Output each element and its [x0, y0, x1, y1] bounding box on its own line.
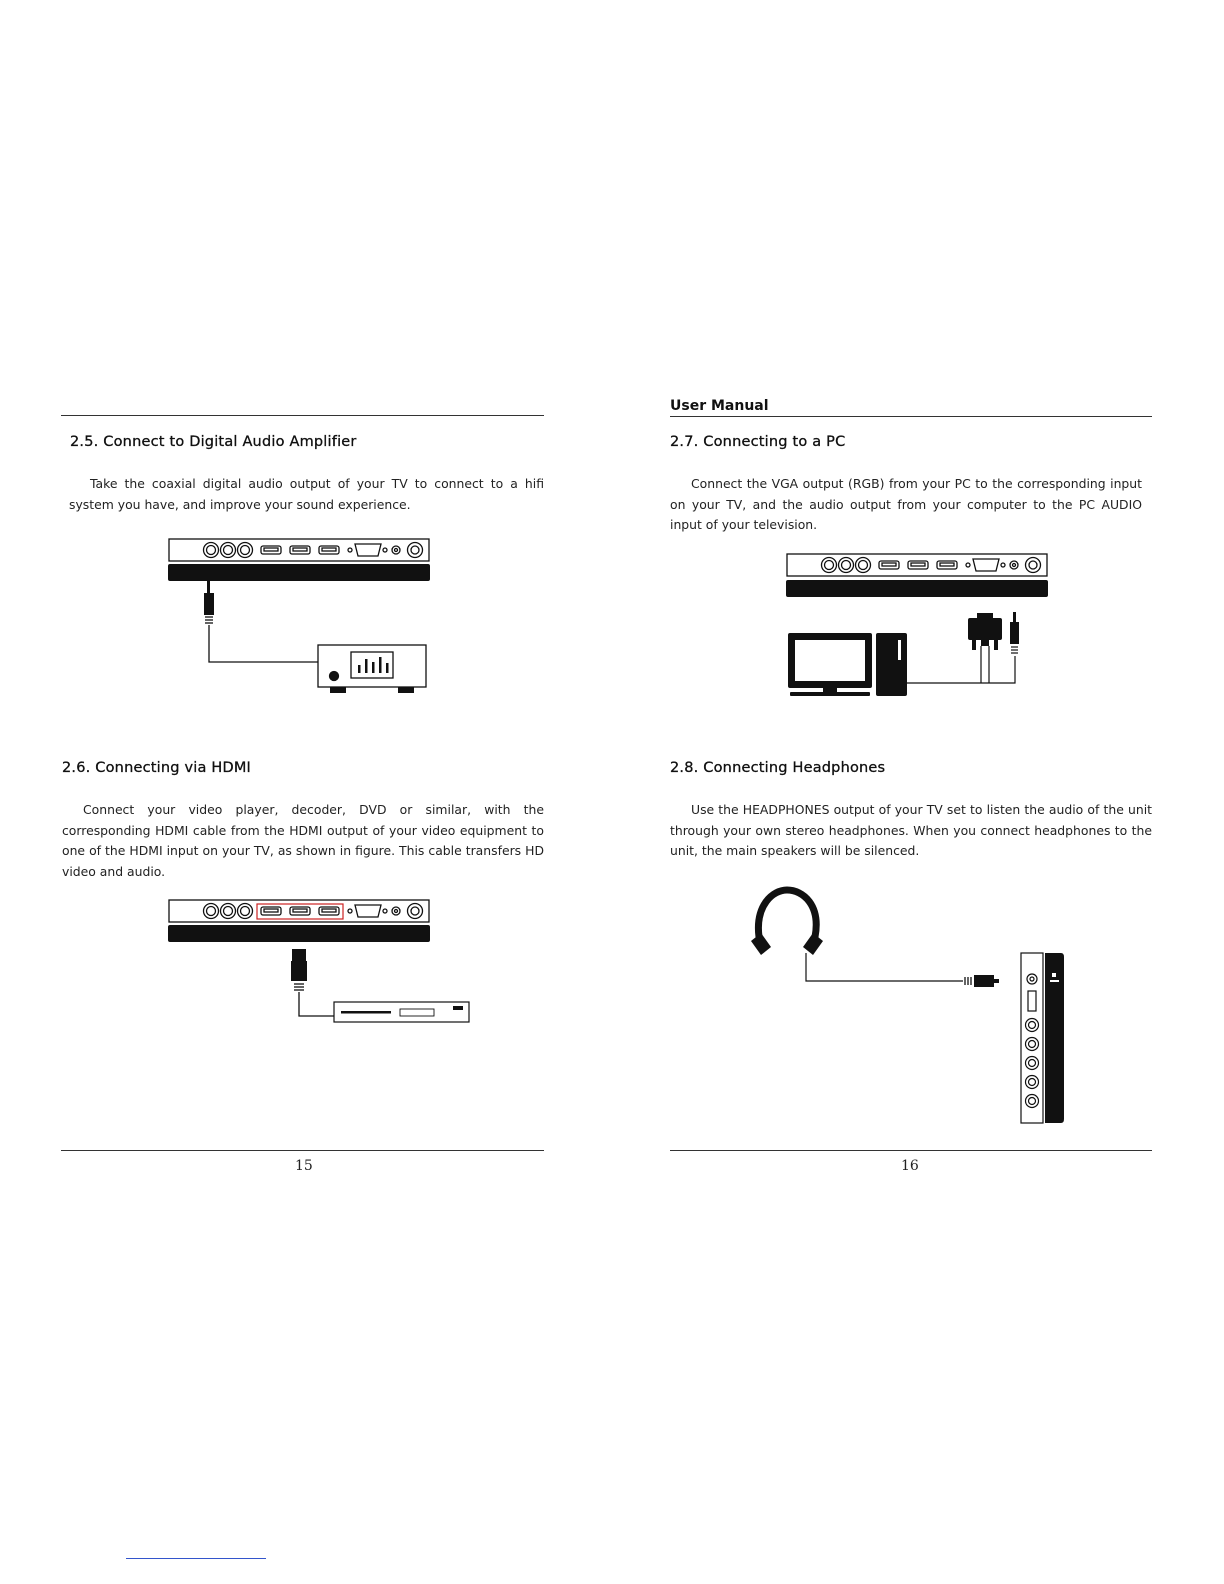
section-2-7-text: Connect the VGA output (RGB) from your PC to the corresponding input on your TV, and the audio output from your computer to the PC AUDIO input of your television. — [670, 476, 1142, 532]
figure-headphones-connection — [745, 885, 1070, 1130]
video-player-device — [334, 1002, 469, 1022]
section-2-7-paragraph — [670, 474, 1142, 536]
section-2-6-title: 2.6. Connecting via HDMI — [62, 760, 252, 776]
section-2-6-paragraph — [62, 800, 544, 882]
section-2-5-text: Take the coaxial digital audio output of your TV to connect to a hifi system you have, and improve your sound experience. — [69, 476, 544, 512]
section-2-5-paragraph — [69, 474, 544, 515]
figure-pc-connection — [778, 550, 1058, 700]
figure-digital-audio-amplifier — [160, 535, 440, 700]
pc-tower — [876, 633, 907, 696]
section-2-8-title: 2.8. Connecting Headphones — [670, 760, 886, 776]
section-2-7-title: 2.7. Connecting to a PC — [670, 434, 846, 450]
link-underline — [126, 1558, 266, 1559]
page-number-right: 16 — [901, 1158, 919, 1174]
headphone-jack-plug — [965, 975, 999, 987]
audio-plug — [1010, 612, 1019, 653]
headphones-icon — [751, 890, 823, 955]
tv-connector-panel — [169, 539, 429, 561]
tv-connector-panel-pc — [787, 554, 1047, 576]
document-header-title: User Manual — [670, 398, 769, 414]
pc-monitor — [788, 633, 872, 696]
section-2-8-text: Use the HEADPHONES output of your TV set to listen the audio of the unit through your own stereo headphones. When you connect headphones to the unit, the main speakers will be silenced. — [670, 802, 1152, 858]
right-bottom-rule — [670, 1150, 1152, 1151]
section-2-8-paragraph — [670, 800, 1152, 862]
left-bottom-rule — [61, 1150, 544, 1151]
figure-hdmi-connection — [160, 896, 475, 1028]
tv-base-bar-hdmi — [168, 925, 430, 942]
coaxial-plug — [204, 581, 214, 623]
hifi-amplifier — [318, 645, 426, 693]
page-number-left: 15 — [295, 1158, 313, 1174]
tv-base-bar — [168, 564, 430, 581]
right-top-rule — [670, 416, 1152, 417]
tv-side-panel — [1021, 953, 1043, 1123]
vga-plug — [968, 613, 1002, 650]
section-2-5-title: 2.5. Connect to Digital Audio Amplifier — [70, 434, 357, 450]
tv-side-body — [1045, 953, 1064, 1123]
tv-base-bar-pc — [786, 580, 1048, 597]
left-top-rule — [61, 415, 544, 416]
section-2-6-text: Connect your video player, decoder, DVD or similar, with the corresponding HDMI cable from the HDMI output of your video equipment to one of the HDMI input on your TV, as shown in figure. This cable transfers HD video and audio. — [62, 802, 544, 879]
hdmi-plug — [291, 949, 307, 990]
